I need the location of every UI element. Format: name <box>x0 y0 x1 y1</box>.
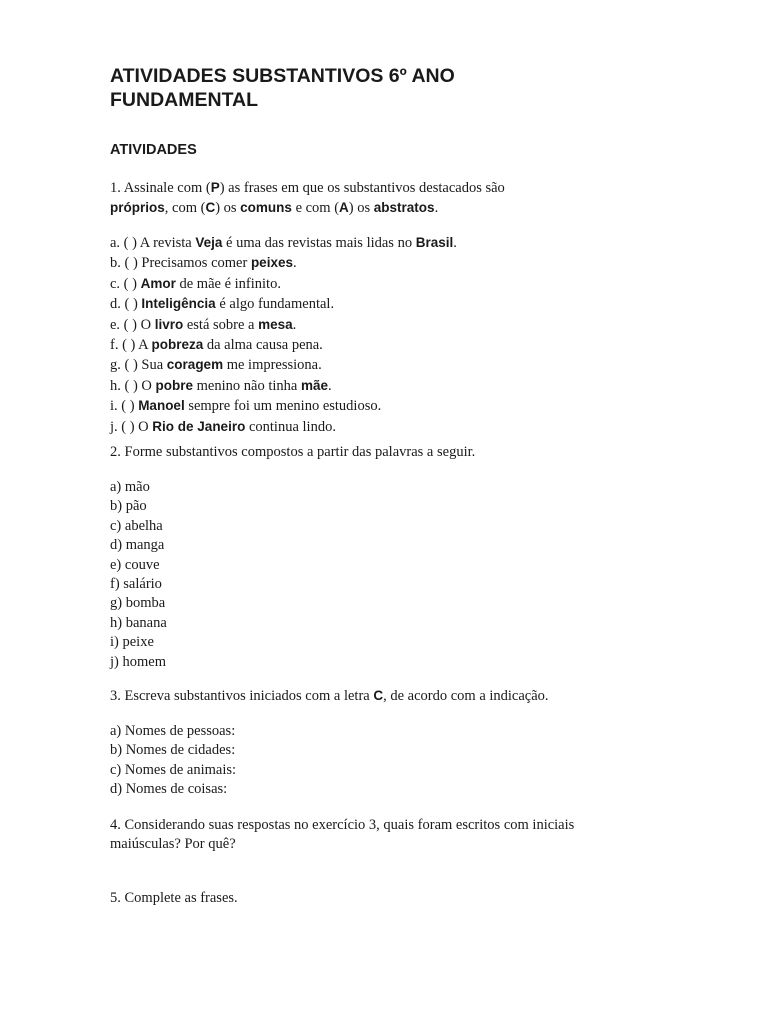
bold-term: pobreza <box>151 337 204 353</box>
list-item <box>110 396 690 416</box>
text: está sobre a <box>183 316 259 333</box>
list-item <box>110 253 690 273</box>
list-item: d) Nomes de coisas: <box>110 781 228 798</box>
question-5-prompt: 5. Complete as frases. <box>110 890 238 906</box>
list-item: g) bomba <box>110 595 166 612</box>
bold-term: próprios <box>110 200 165 216</box>
list-item: a) Nomes de pessoas: <box>110 723 236 739</box>
bold-term: mãe <box>300 377 328 393</box>
bold-term: Manoel <box>138 398 185 414</box>
bold-term: coragem <box>166 357 224 373</box>
list-item: c) abelha <box>110 517 163 534</box>
question-4 <box>110 816 690 855</box>
text: d. ( ) <box>110 296 142 313</box>
list-item <box>110 355 690 375</box>
list-item <box>110 335 690 355</box>
text: j. ( ) O <box>110 418 153 435</box>
bold-term: livro <box>154 316 184 332</box>
text: , de acordo com a indicação. <box>383 688 549 704</box>
text: é algo fundamental. <box>215 296 335 313</box>
list-item: f) salário <box>110 576 162 593</box>
text: de mãe é infinito. <box>175 275 281 292</box>
bold-term: Brasil <box>415 235 454 250</box>
text: da alma causa pena. <box>203 337 323 354</box>
question-3-items <box>110 722 690 800</box>
list-item: h) banana <box>110 614 167 631</box>
text: 1. Assinale com ( <box>110 180 211 196</box>
list-item: b) pão <box>110 498 147 515</box>
text: g. ( ) Sua <box>110 357 167 374</box>
question-4-line-2: maiúsculas? Por quê? <box>110 836 236 853</box>
list-item <box>110 376 690 396</box>
text: . <box>292 316 297 333</box>
question-4-line-1: 4. Considerando suas respostas no exercício 3, quais foram escritos com iniciais <box>110 817 575 833</box>
section-heading: ATIVIDADES <box>110 142 197 158</box>
list-item <box>110 233 690 253</box>
bold-term: Veja <box>195 235 223 250</box>
title-line-2: FUNDAMENTAL <box>110 89 259 111</box>
list-item: d) manga <box>110 537 165 554</box>
text: 3. Escreva substantivos iniciados com a letra <box>110 688 374 704</box>
text: continua lindo. <box>245 418 336 435</box>
list-item <box>110 315 690 335</box>
bold-term: Inteligência <box>141 296 216 312</box>
text: . <box>292 255 297 272</box>
document-title <box>110 64 670 112</box>
question-2 <box>110 443 690 462</box>
text: ) os <box>215 200 241 217</box>
text: e. ( ) O <box>110 316 155 333</box>
bold-term: comuns <box>240 200 292 216</box>
question-5 <box>110 889 690 908</box>
bold-term: abstratos <box>373 200 435 216</box>
text: e com ( <box>291 200 340 217</box>
question-1-items <box>110 233 690 437</box>
text: ) as frases em que os substantivos destacados são <box>219 180 505 196</box>
question-1 <box>110 178 690 219</box>
list-item <box>110 294 690 314</box>
bold-term: mesa <box>258 316 293 332</box>
text: . <box>434 200 439 217</box>
list-item <box>110 274 690 294</box>
text: . <box>327 377 332 394</box>
question-3 <box>110 686 690 706</box>
text: b. ( ) Precisamos comer <box>110 255 251 272</box>
text: h. ( ) O <box>110 377 156 394</box>
bold-term: C <box>205 200 216 216</box>
question-3-prompt <box>110 686 690 706</box>
list-item: i) peixe <box>110 634 154 651</box>
bold-term: peixes <box>250 255 293 271</box>
text: a. ( ) A revista <box>110 235 196 251</box>
list-item: j) homem <box>110 653 166 670</box>
list-item <box>110 417 690 437</box>
list-item: a) mão <box>110 479 150 495</box>
question-1-line-1 <box>110 178 690 198</box>
title-line-1: ATIVIDADES SUBSTANTIVOS 6º ANO <box>110 65 455 87</box>
question-1-line-2 <box>110 198 690 218</box>
question-2-prompt: 2. Forme substantivos compostos a partir das palavras a seguir. <box>110 444 476 460</box>
text: i. ( ) <box>110 398 139 415</box>
bold-term: C <box>373 688 384 703</box>
text: , com ( <box>164 200 206 217</box>
bold-term: P <box>210 180 220 195</box>
text: c. ( ) <box>110 275 141 292</box>
text: sempre foi um menino estudioso. <box>184 398 382 415</box>
text: me impressiona. <box>223 357 322 374</box>
bold-term: A <box>339 200 349 216</box>
bold-term: pobre <box>155 377 194 393</box>
bold-term: Rio de Janeiro <box>152 418 246 434</box>
bold-term: Amor <box>140 275 176 291</box>
list-item: e) couve <box>110 556 160 573</box>
question-2-items <box>110 478 690 672</box>
text: . <box>453 235 457 251</box>
text: é uma das revistas mais lidas no <box>222 235 416 251</box>
list-item: b) Nomes de cidades: <box>110 742 236 759</box>
list-item: c) Nomes de animais: <box>110 761 237 778</box>
text: menino não tinha <box>193 377 301 394</box>
text: ) os <box>348 200 374 217</box>
text: f. ( ) A <box>110 337 152 354</box>
